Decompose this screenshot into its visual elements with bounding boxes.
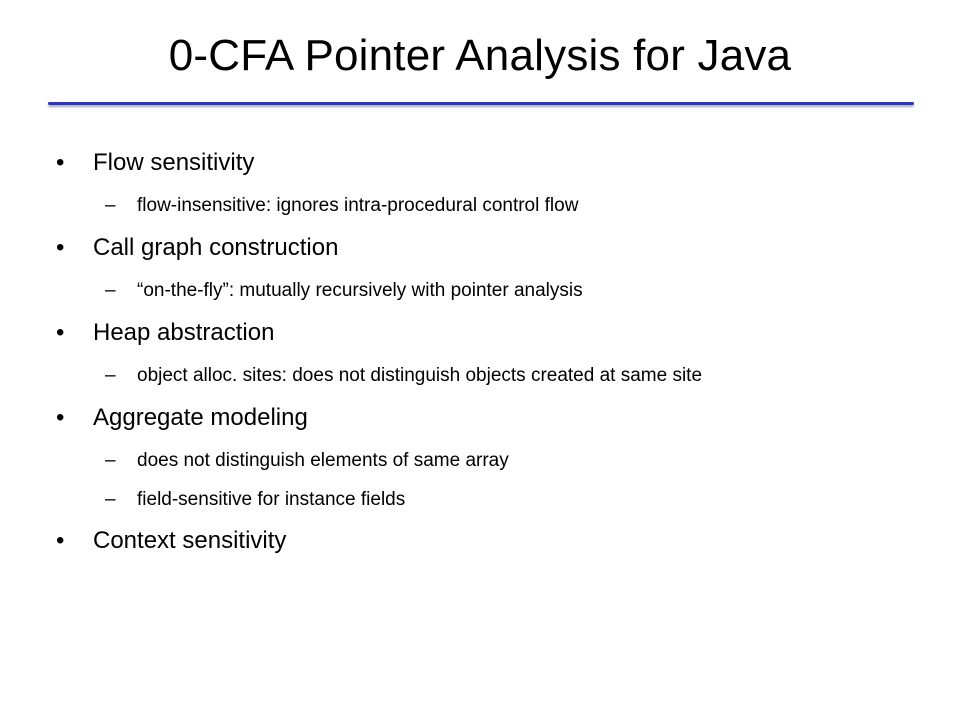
sub-bullet-item <box>105 194 578 218</box>
bullet-marker: • <box>56 149 65 176</box>
bullet-item <box>56 318 274 348</box>
sub-bullet-item <box>105 449 509 473</box>
dash-marker: – <box>105 450 116 471</box>
dash-marker: – <box>105 365 116 386</box>
dash-marker: – <box>105 280 116 301</box>
bullet-marker: • <box>56 404 65 431</box>
bullet-marker: • <box>56 527 65 554</box>
bullet-text: Heap abstraction <box>93 319 275 346</box>
bullet-text: Aggregate modeling <box>93 404 308 431</box>
sub-bullet-text: does not distinguish elements of same array <box>137 450 509 471</box>
dash-marker: – <box>105 195 116 216</box>
bullet-marker: • <box>56 234 65 261</box>
bullet-text: Flow sensitivity <box>93 149 255 176</box>
sub-bullet-text: object alloc. sites: does not distinguish objects created at same site <box>137 365 703 386</box>
bullet-marker: • <box>56 319 65 346</box>
sub-bullet-item <box>105 279 583 303</box>
sub-bullet-item <box>105 364 702 388</box>
bullet-item <box>56 403 308 433</box>
bullet-item <box>56 148 254 178</box>
bullet-text: Call graph construction <box>93 234 339 261</box>
dash-marker: – <box>105 489 116 510</box>
sub-bullet-text: flow-insensitive: ignores intra-procedural control flow <box>137 195 579 216</box>
sub-bullet-text: field-sensitive for instance fields <box>137 489 406 510</box>
bullet-text: Context sensitivity <box>93 527 287 554</box>
sub-bullet-item <box>105 488 405 512</box>
sub-bullet-text: “on-the-fly”: mutually recursively with pointer analysis <box>137 280 583 301</box>
bullet-item <box>56 526 286 556</box>
slide-title: 0-CFA Pointer Analysis for Java <box>168 31 792 80</box>
bullet-item <box>56 233 338 263</box>
